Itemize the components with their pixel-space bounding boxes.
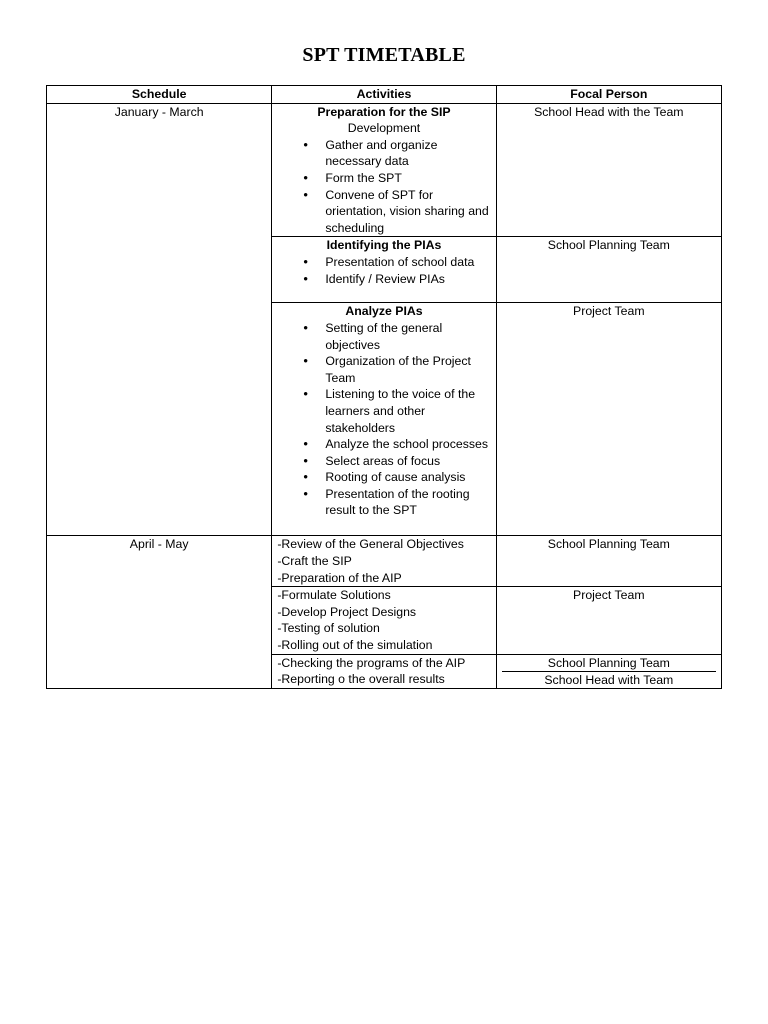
activities-cell bbox=[272, 654, 496, 688]
list-item: • Setting of the general objectives bbox=[325, 320, 490, 353]
activity-line: -Checking the programs of the AIP bbox=[277, 655, 466, 670]
activity-heading: Identifying the PIAs bbox=[326, 238, 442, 253]
schedule-cell: January - March bbox=[47, 103, 272, 536]
list-item: • Select areas of focus bbox=[325, 453, 490, 470]
activity-heading: Preparation for the SIP bbox=[317, 104, 451, 119]
activity-line: -Reporting o the overall results bbox=[277, 672, 445, 687]
activity-line: -Formulate Solutions bbox=[277, 588, 391, 603]
focal-person-cell: Project Team bbox=[496, 587, 721, 654]
list-item: • Listening to the voice of the learners and other stakeholders bbox=[325, 386, 490, 436]
activity-line: -Craft the SIP bbox=[277, 553, 352, 568]
focal-person-bottom: School Head with Team bbox=[544, 672, 674, 687]
activity-list bbox=[277, 137, 490, 237]
list-item: • Rooting of cause analysis bbox=[325, 469, 490, 486]
activity-list bbox=[277, 254, 490, 287]
list-item: • Convene of SPT for orientation, vision sharing and scheduling bbox=[325, 187, 490, 237]
schedule-header: Schedule bbox=[47, 86, 272, 104]
activities-cell bbox=[272, 587, 496, 654]
activity-line: -Testing of solution bbox=[277, 621, 380, 636]
focal-person-header: Focal Person bbox=[496, 86, 721, 104]
activities-cell bbox=[272, 103, 496, 237]
activities-header: Activities bbox=[272, 86, 496, 104]
focal-person-cell bbox=[496, 654, 721, 688]
list-item: • Gather and organize necessary data bbox=[325, 137, 490, 170]
focal-person-cell: School Planning Team bbox=[496, 237, 721, 303]
activities-cell bbox=[272, 536, 496, 587]
header-row bbox=[47, 86, 722, 104]
timetable bbox=[46, 85, 722, 689]
activity-line: -Preparation of the AIP bbox=[277, 570, 402, 585]
list-item: • Presentation of school data bbox=[325, 254, 490, 271]
activity-line: -Develop Project Designs bbox=[277, 604, 417, 619]
activity-list bbox=[277, 320, 490, 519]
activity-heading: Analyze PIAs bbox=[345, 304, 423, 319]
schedule-cell: April - May bbox=[47, 536, 272, 688]
list-item: • Presentation of the rooting result to the SPT bbox=[325, 486, 490, 519]
focal-person-cell: Project Team bbox=[496, 303, 721, 536]
list-item: • Identify / Review PIAs bbox=[325, 271, 490, 288]
activities-cell bbox=[272, 303, 496, 536]
activity-line: -Rolling out of the simulation bbox=[277, 637, 433, 652]
table-row bbox=[47, 103, 722, 237]
focal-person-top: School Planning Team bbox=[502, 655, 716, 672]
focal-person-cell: School Planning Team bbox=[496, 536, 721, 587]
activity-subheading: Development bbox=[347, 121, 421, 136]
list-item: • Analyze the school processes bbox=[325, 436, 490, 453]
focal-person-cell: School Head with the Team bbox=[496, 103, 721, 237]
list-item: • Form the SPT bbox=[325, 170, 490, 187]
activity-line: -Review of the General Objectives bbox=[277, 537, 464, 552]
table-row bbox=[47, 536, 722, 587]
list-item: • Organization of the Project Team bbox=[325, 353, 490, 386]
activities-cell bbox=[272, 237, 496, 303]
document-title: SPT TIMETABLE bbox=[302, 44, 466, 66]
